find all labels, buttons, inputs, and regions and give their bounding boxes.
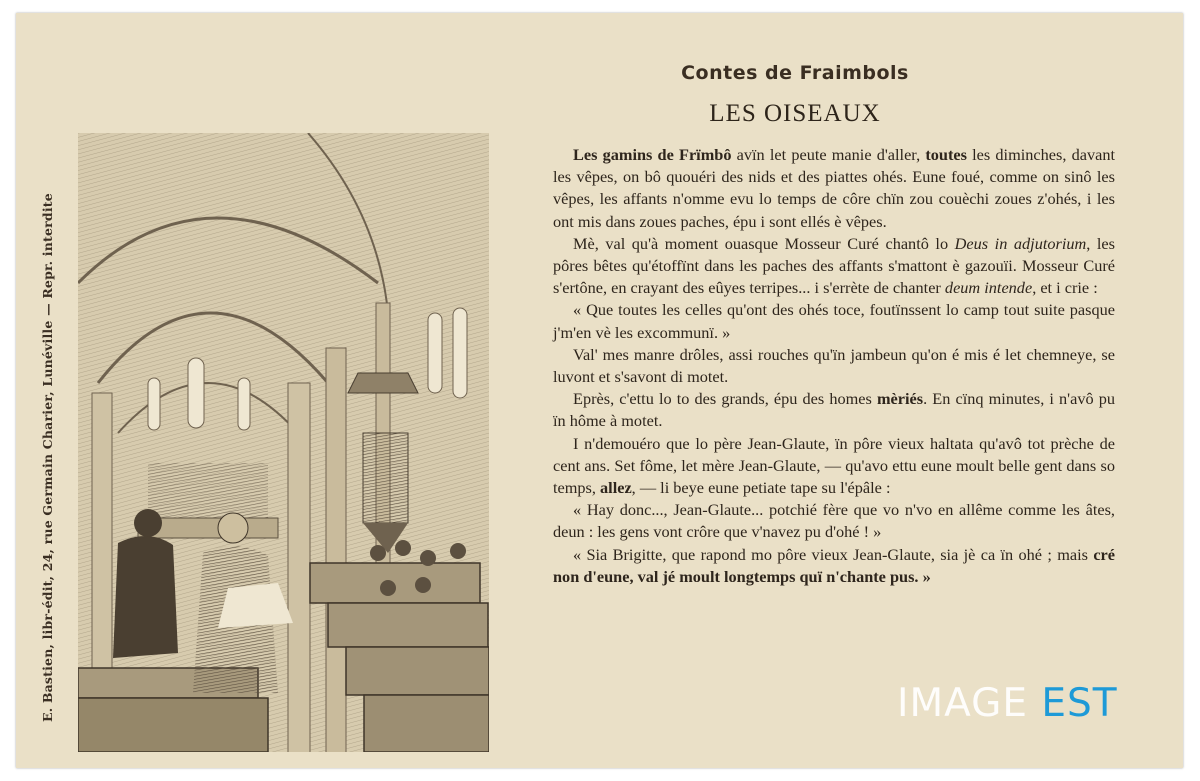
text-run: Mè, val qu'à moment ouasque Mosseur Curé chantô lo	[573, 233, 955, 253]
watermark-accent: EST	[1041, 681, 1118, 726]
church-interior-illustration	[78, 133, 489, 752]
paragraph-5	[553, 388, 1115, 432]
text-run: , — li beye eune petiate tape su l'épâle :	[631, 478, 891, 498]
text-run: Eprès, c'ettu lo to des grands, épu des homes	[573, 389, 877, 409]
paragraph-6	[553, 433, 1115, 500]
text-run: . En cïnq minutes, i n'avô pu ïn hôme à motet.	[553, 389, 1116, 431]
series-title: Contes de Fraimbols	[681, 62, 909, 84]
paragraph-7: « Hay donc..., Jean-Glaute... potchié fère que vo n'vo en allême comme les âtes, deun : les gens vont crôre que v'navez pu d'ohé ! »	[553, 500, 1115, 542]
latin-phrase: Deus in adjutorium	[954, 233, 1087, 253]
text-run: « Sia Brigitte, que rapond mo pôre vieux Jean-Glaute, sia jè ca ïn ohé ; mais	[573, 544, 1094, 564]
paragraph-2	[553, 233, 1115, 300]
text-run: avïn let peute manie d'aller,	[731, 145, 921, 164]
story-text	[553, 144, 1115, 588]
paragraph-4: Val' mes manre drôles, assi rouches qu'ïn jambeun qu'on é mis é let chemneye, se luvont et s'savont di motet.	[553, 344, 1115, 387]
bold-word: allez	[600, 478, 632, 498]
text-run: , et i crie :	[1032, 278, 1098, 298]
text-run: , les pôres bêtes qu'étoffïnt dans les paches des affants s'mattont è gazouïi. Mosseur Curé s'ertône, en crayant des eûyes terripes... i s'errète de chanter	[553, 233, 1115, 298]
text-run: I n'demouéro que lo père Jean-Glaute, ïn pôre vieux haltata qu'avô tot prèche de cent ans. Set fôme, let mère Jean-Glaute, — qu'avo ettu eune moult belle gent dans so temps,	[553, 433, 1115, 498]
paragraph-1	[553, 144, 1115, 233]
lead-words: Les gamins de Frïmbô	[573, 145, 732, 164]
watermark-main: IMAGE	[897, 681, 1042, 726]
text-run: les diminches, davant les vêpes, on bô quouéri des nids et des piattes ohés. Eune foué, comme on sinô les vêpes, les affants n'omme evu lo temps de côre chïn zou couèchi zoues z'ohés, i les ont mis dans zoues paches, épu i sont ellés è vêpes.	[553, 145, 1115, 231]
story-title: LES OISEAUX	[709, 100, 881, 127]
bold-word: toutes	[925, 145, 967, 164]
publisher-credit: E. Bastien, libr-édit, 24, rue Germain Charier, Lunéville — Repr. interdite	[40, 193, 55, 722]
latin-phrase: deum intende	[944, 278, 1033, 298]
paragraph-8	[553, 544, 1115, 588]
bold-word: mèriés	[877, 389, 924, 409]
bold-phrase: cré non d'eune, val jé moult longtemps quï n'chante pus. »	[553, 544, 1115, 586]
paragraph-3: « Que toutes les celles qu'ont des ohés toce, foutïnssent lo camp tout suite pasque j'm'en vè les excommunï. »	[553, 300, 1115, 342]
watermark-logo	[897, 681, 1118, 726]
